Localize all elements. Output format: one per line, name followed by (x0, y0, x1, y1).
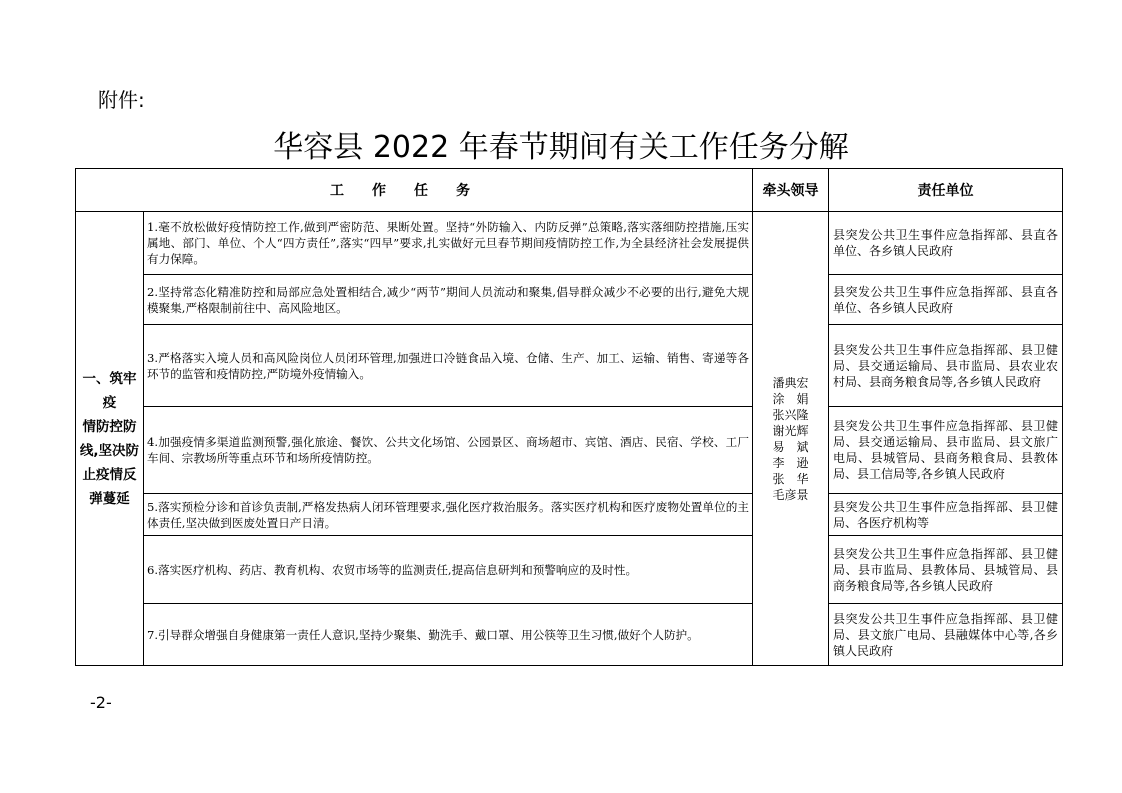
table-row (76, 494, 1063, 536)
task-table (75, 168, 1063, 666)
header-task: 工作任务 (76, 169, 753, 212)
unit-cell: 县突发公共卫生事件应急指挥部、县卫健局、县交通运输局、县市监局、县文旅广电局、县城管局、县商务粮食局、县教体局、县工信局等,各乡镇人民政府 (829, 407, 1063, 494)
unit-cell: 县突发公共卫生事件应急指挥部、县卫健局、县交通运输局、县市监局、县农业农村局、县商务粮食局等,各乡镇人民政府 (829, 325, 1063, 407)
document-title: 华容县 2022 年春节期间有关工作任务分解 (273, 130, 849, 165)
category-line: 情防控防 (82, 418, 137, 435)
leader-name: 张兴隆 (772, 407, 809, 422)
unit-cell: 县突发公共卫生事件应急指挥部、县直各单位、各乡镇人民政府 (829, 212, 1063, 275)
header-unit: 责任单位 (829, 169, 1063, 212)
leader-cell (753, 212, 829, 666)
table-row (76, 407, 1063, 494)
page-number: -2- (90, 693, 112, 712)
table-row (76, 212, 1063, 275)
category-line: 止疫情反 (82, 466, 137, 483)
category-line: 一、筑牢疫 (82, 370, 137, 411)
leader-name: 易 斌 (772, 439, 809, 454)
task-cell: 6.落实医疗机构、药店、教育机构、农贸市场等的监测责任,提高信息研判和预警响应的及时性。 (144, 536, 753, 604)
category-line: 线,坚决防 (79, 442, 140, 459)
leader-name: 谢光辉 (772, 423, 809, 438)
unit-cell: 县突发公共卫生事件应急指挥部、县卫健局、各医疗机构等 (829, 494, 1063, 536)
task-cell: 4.加强疫情多渠道监测预警,强化旅途、餐饮、公共文化场馆、公园景区、商场超市、宾馆、酒店、民宿、学校、工厂车间、宗教场所等重点环节和场所疫情防控。 (144, 407, 753, 494)
unit-cell: 县突发公共卫生事件应急指挥部、县卫健局、县文旅广电局、县融媒体中心等,各乡镇人民政府 (829, 604, 1063, 666)
leader-name: 涂 娟 (772, 391, 809, 406)
unit-cell: 县突发公共卫生事件应急指挥部、县直各单位、各乡镇人民政府 (829, 275, 1063, 325)
task-cell: 5.落实预检分诊和首诊负责制,严格发热病人闭环管理要求,强化医疗救治服务。落实医疗机构和医疗废物处置单位的主体责任,坚决做到医废处置日产日清。 (144, 494, 753, 536)
task-cell: 1.毫不放松做好疫情防控工作,做到严密防范、果断处置。坚持“外防输入、内防反弹”总策略,落实落细防控措施,压实属地、部门、单位、个人“四方责任”,落实“四早”要求,扎实做好元旦春节期间疫情防控工作,为全县经济社会发展提供有力保障。 (144, 212, 753, 275)
unit-cell: 县突发公共卫生事件应急指挥部、县卫健局、县市监局、县教体局、县城管局、县商务粮食局等,各乡镇人民政府 (829, 536, 1063, 604)
leader-name: 张 华 (772, 471, 809, 486)
table-row (76, 325, 1063, 407)
category-line: 弹蔓延 (89, 490, 130, 507)
table-row (76, 275, 1063, 325)
leader-name: 李 逊 (772, 455, 809, 470)
task-cell: 3.严格落实入境人员和高风险岗位人员闭环管理,加强进口冷链食品入境、仓储、生产、加工、运输、销售、寄递等各环节的监管和疫情防控,严防境外疫情输入。 (144, 325, 753, 407)
task-cell: 2.坚持常态化精准防控和局部应急处置相结合,减少“两节”期间人员流动和聚集,倡导群众减少不必要的出行,避免大规模聚集,严格限制前往中、高风险地区。 (144, 275, 753, 325)
table-header-row (76, 169, 1063, 212)
table-row (76, 536, 1063, 604)
task-cell: 7.引导群众增强自身健康第一责任人意识,坚持少聚集、勤洗手、戴口罩、用公筷等卫生习惯,做好个人防护。 (144, 604, 753, 666)
table-row (76, 604, 1063, 666)
leader-name: 毛彦景 (772, 487, 809, 502)
header-leader: 牵头领导 (753, 169, 829, 212)
leader-name: 潘典宏 (772, 375, 809, 390)
category-cell (76, 212, 144, 666)
attachment-label: 附件: (98, 88, 145, 112)
